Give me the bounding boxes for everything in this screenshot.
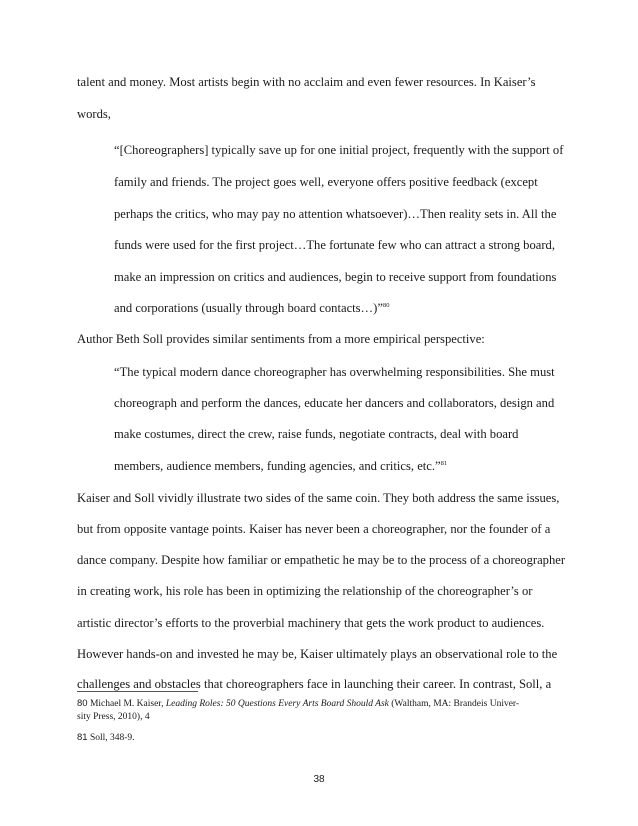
body-line: dance company. Despite how familiar or empathetic he may be to the process of a choreographer: [77, 553, 566, 567]
blockquote-line: and corporations (usually through board contacts…)”: [114, 301, 383, 315]
footnote-text: Soll, 348-9.: [89, 733, 135, 743]
body-line: challenges and obstacles that choreographers face in launching their career. In contrast, Soll, a: [77, 677, 552, 691]
footnote-number: 80: [77, 698, 88, 709]
footnote-author: Michael M. Kaiser,: [89, 699, 164, 709]
blockquote-line: perhaps the critics, who may pay no attention whatsoever)…Then reality sets in. All the: [114, 207, 557, 221]
body-line: talent and money. Most artists begin with no acclaim and even fewer resources. In Kaiser’s: [77, 75, 536, 89]
blockquote-line: members, audience members, funding agencies, and critics, etc.”: [114, 459, 441, 473]
footnote-ref-81[interactable]: 81: [440, 460, 448, 467]
blockquote-line: family and friends. The project goes well, everyone offers positive feedback (except: [114, 175, 538, 189]
page-number: 38: [313, 774, 325, 785]
blockquote-line: make an impression on critics and audiences, begin to receive support from foundations: [114, 270, 557, 284]
body-line: Author Beth Soll provides similar sentiments from a more empirical perspective:: [77, 332, 485, 346]
blockquote-last-line: [114, 300, 389, 316]
body-line: Kaiser and Soll vividly illustrate two sides of the same coin. They both address the same issues,: [77, 491, 560, 505]
blockquote-line: “The typical modern dance choreographer has overwhelming responsibilities. She must: [114, 365, 555, 379]
blockquote-last-line: [114, 458, 447, 474]
footnote-number: 81: [77, 732, 88, 743]
footnote-81: [77, 732, 135, 744]
blockquote-line: “[Choreographers] typically save up for one initial project, frequently with the support of: [114, 143, 564, 157]
body-line: in creating work, his role has been in optimizing the relationship of the choreographer’s or: [77, 584, 533, 598]
body-line: However hands-on and invested he may be, Kaiser ultimately plays an observational role to the: [77, 647, 558, 661]
footnote-80: [77, 698, 519, 710]
blockquote-line: make costumes, direct the crew, raise funds, negotiate contracts, deal with board: [114, 427, 519, 441]
footnote-separator: [77, 691, 198, 692]
footnote-text: (Waltham, MA: Brandeis Univer-: [391, 699, 520, 709]
body-line: artistic director’s efforts to the proverbial machinery that gets the work product to audiences.: [77, 616, 545, 630]
body-line: but from opposite vantage points. Kaiser has never been a choreographer, nor the founder of a: [77, 522, 551, 536]
blockquote-line: choreograph and perform the dances, educate her dancers and collaborators, design and: [114, 396, 555, 410]
body-line: words,: [77, 107, 111, 121]
footnote-ref-80[interactable]: 80: [382, 302, 390, 309]
footnote-title: Leading Roles: 50 Questions Every Arts Board Should Ask: [165, 699, 389, 709]
footnote-80-continued: sity Press, 2010), 4: [77, 712, 150, 722]
blockquote-line: funds were used for the first project…The fortunate few who can attract a strong board,: [114, 238, 555, 252]
